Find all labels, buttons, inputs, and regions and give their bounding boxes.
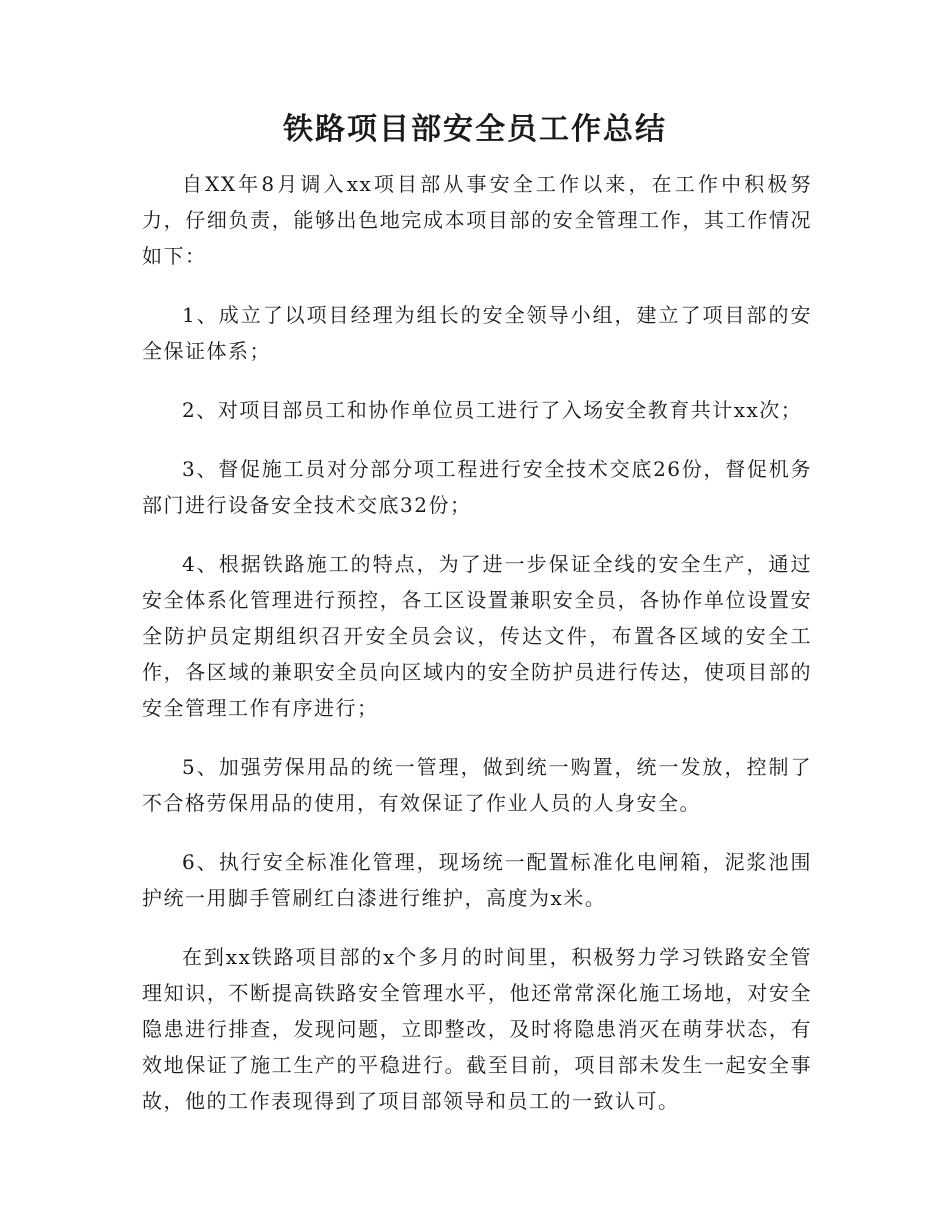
paragraph-item-1: 1、成立了以项目经理为组长的安全领导小组，建立了项目部的安全保证体系； <box>142 303 812 363</box>
paragraph-item-3: 3、督促施工员对分部分项工程进行安全技术交底26份，督促机务部门进行设备安全技术交底32份； <box>142 457 812 517</box>
paragraph-intro: 自XX年8月调入xx项目部从事安全工作以来，在工作中积极努力，仔细负责，能够出色地完成本项目部的安全管理工作，其工作情况如下： <box>142 172 812 268</box>
paragraph-item-2: 2、对项目部员工和协作单位员工进行了入场安全教育共计xx次； <box>182 398 803 422</box>
paragraph-conclusion: 在到xx铁路项目部的x个多月的时间里，积极努力学习铁路安全管理知识，不断提高铁路安全管理水平，他还常常深化施工场地，对安全隐患进行排查，发现问题，立即整改，及时将隐患消灭在萌芽状态，有效地保证了施工生产的平稳进行。截至目前，项目部未发生一起安全事故，他的工作表现得到了项目部领导和员工的一致认可。 <box>142 945 812 1113</box>
paragraph-item-4: 4、根据铁路施工的特点，为了进一步保证全线的安全生产，通过安全体系化管理进行预控，各工区设置兼职安全员，各协作单位设置安全防护员定期组织召开安全员会议，传达文件，布置各区域的安全工作，各区域的兼职安全员向区域内的安全防护员进行传达，使项目部的安全管理工作有序进行； <box>142 552 812 720</box>
paragraph-item-5: 5、加强劳保用品的统一管理，做到统一购置，统一发放，控制了不合格劳保用品的使用，有效保证了作业人员的人身安全。 <box>142 755 812 815</box>
document-body <box>142 166 812 1142</box>
document-title: 铁路项目部安全员工作总结 <box>283 112 667 147</box>
paragraph-item-6: 6、执行安全标准化管理，现场统一配置标准化电闸箱，泥浆池围护统一用脚手管刷红白漆进行维护，高度为x米。 <box>142 850 812 910</box>
